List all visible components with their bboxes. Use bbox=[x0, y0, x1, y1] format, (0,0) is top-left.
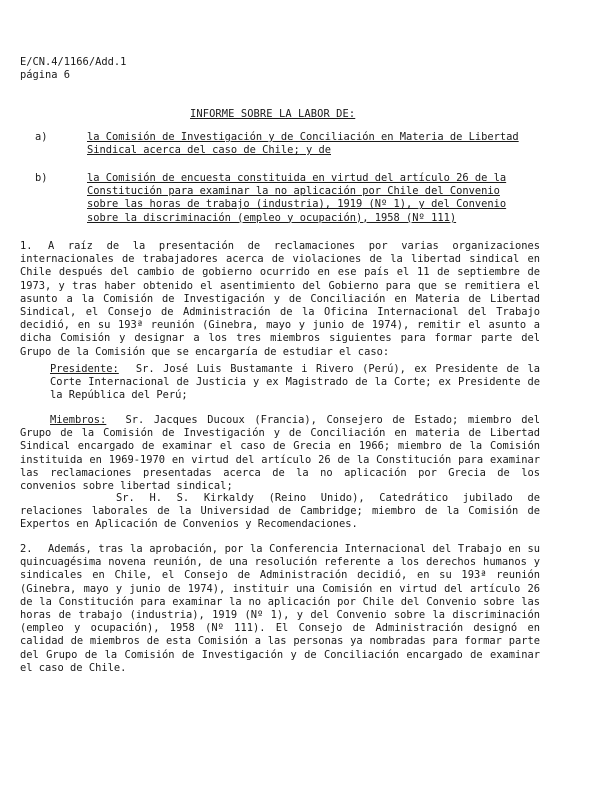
paragraph-1-text: A raíz de la presentación de reclamaciones por varias organizaciones internacionales de trabajadores acerca de violaciones de la libertad sindical en Chile después del cambio de gobierno ocurrido en ese país el 11 de septiembre de 1973, y tras haber obtenido el asentimiento del Gobierno para que se remitiera el asunto a la Comisión de Investigación y de Conciliación en Materia de Libertad Sindical, el Consejo de Administración de la Oficina Internacional del Trabajo decidió, en su 193ª reunión (Ginebra, mayo y junio de 1974), remitir el asunto a dicha Comisión y designar a los tres miembros siguientes para formar parte del Grupo de la Comisión que se encargaría de estudiar el caso: bbox=[20, 240, 540, 358]
document-reference bbox=[20, 56, 126, 82]
member-1-text: Sr. Jacques Ducoux (Francia), Consejero de Estado; miembro del Grupo de la Comisión de Investigación y de Conciliación en materia de Libertad Sindical encargado de examinar el caso de Grecia en 1966; miembro de la Comisión instituida en 1969-1970 en virtud del artículo 26 de la Constitución para examinar las reclamaciones presentadas acerca de la no aplicación por Grecia de los convenios sobre libertad sindical; bbox=[20, 414, 541, 493]
paragraph-2 bbox=[20, 543, 540, 675]
paragraph-2-number: 2. bbox=[20, 543, 33, 555]
doc-symbol: E/CN.4/1166/Add.1 bbox=[20, 56, 127, 68]
page-number: página 6 bbox=[20, 69, 71, 82]
member-2-entry bbox=[20, 492, 540, 532]
item-a-text bbox=[87, 131, 527, 157]
paragraph-1 bbox=[20, 240, 540, 359]
paragraph-2-text: Además, tras la aprobación, por la Conferencia Internacional del Trabajo en su quincuagésima novena reunión, de una resolución referente a los derechos humanos y sindicales en Chile, el Consejo de Administración decidió, en su 193ª reunión (Ginebra, mayo y junio de 1974), instituir una Comisión en virtud del artículo 26 de la Constitución para examinar la no aplicación por Chile del Convenio sobre las horas de trabajo (industria), 1919 (Nº 1), y del Convenio sobre la discriminación (empleo y ocupación), 1958 (Nº 111). El Consejo de Administración designó en calidad de miembros de esta Comisión a las personas ya nombradas para formar parte del Grupo de la Comisión de Investigación y de Conciliación encargado de examinar el caso de Chile. bbox=[20, 543, 540, 674]
president-text: Sr. José Luis Bustamante i Rivero (Perú), ex Presidente de la Corte Internacional de Justicia y ex Magistrado de la Corte; ex Presidente de la República del Perú; bbox=[50, 363, 540, 402]
president-label: Presidente: bbox=[50, 363, 119, 375]
members-label: Miembros: bbox=[50, 414, 107, 426]
member-2-text: Sr. H. S. Kirkaldy (Reino Unido), Catedrático jubilado de relaciones laborales de la Universidad de Cambridge; miembro de la Comisión de Expertos en Aplicación de Convenios y Recomendaciones. bbox=[20, 492, 540, 531]
item-b-marker: b) bbox=[35, 172, 48, 184]
report-title: INFORME SOBRE LA LABOR DE: bbox=[190, 108, 356, 120]
paragraph-1-number: 1. bbox=[20, 240, 33, 252]
president-entry bbox=[50, 363, 540, 403]
item-a-body: la Comisión de Investigación y de Conciliación en Materia de Libertad Sindical acerca del caso de Chile; bbox=[87, 131, 519, 157]
item-a-marker: a) bbox=[35, 131, 48, 143]
item-b-text bbox=[87, 172, 527, 225]
member-1-entry bbox=[20, 414, 540, 493]
item-b-body: la Comisión de encuesta constituida en virtud del artículo 26 de la Constitución para examinar la no aplicación por Chile del Convenio sobre las horas de trabajo (industria), 1919 (Nº 1), y del Convenio sobre la discriminación (empleo y ocupación), 1958 (Nº 111) bbox=[87, 172, 507, 224]
item-a-tail: y de bbox=[305, 144, 331, 157]
